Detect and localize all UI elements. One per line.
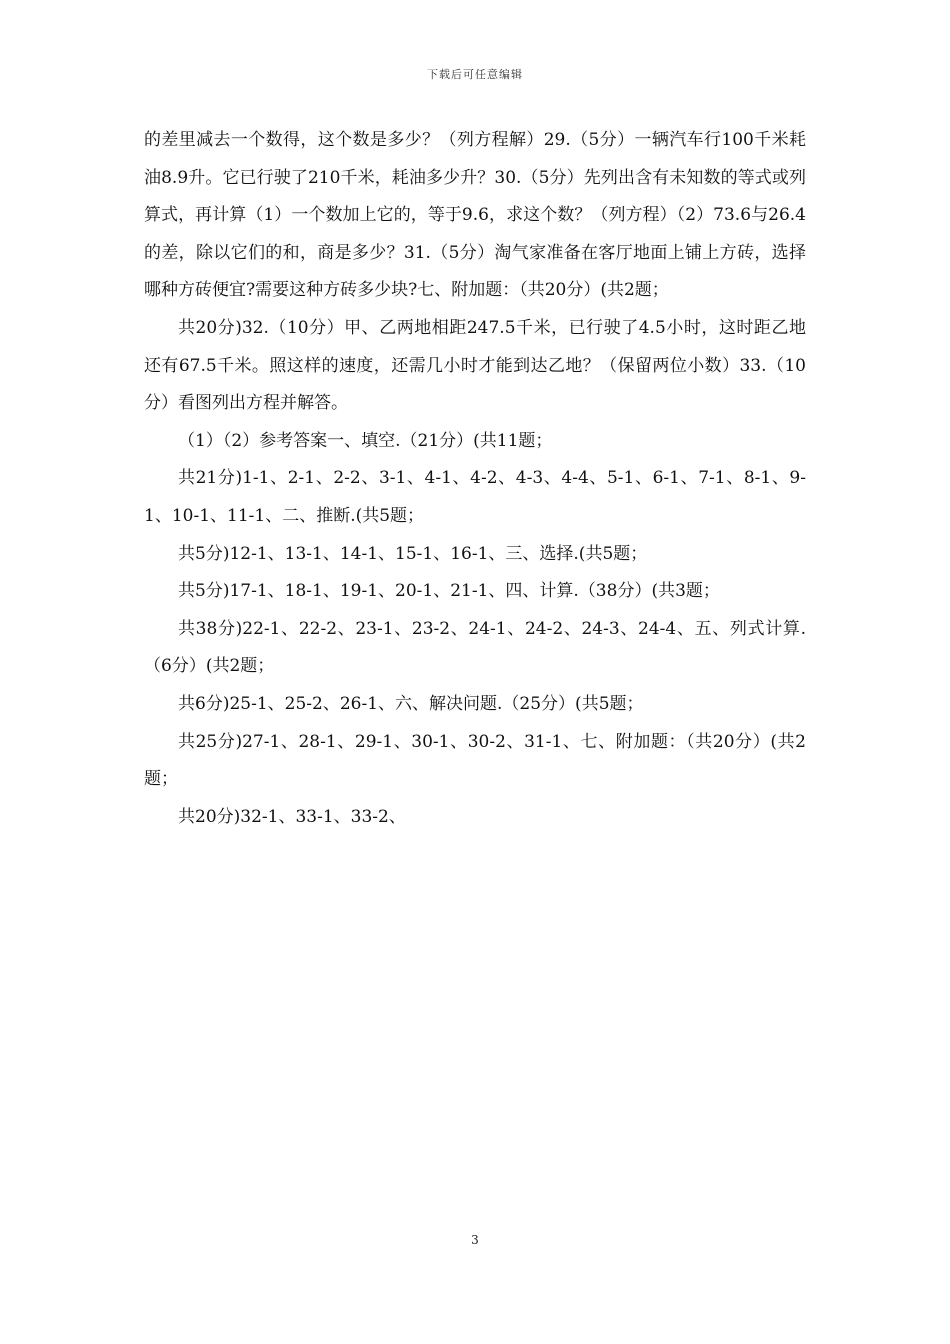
document-body: [144, 122, 806, 836]
page-header: 下载后可任意编辑: [427, 68, 523, 81]
paragraph-7: 共38分)22-1、22-2、23-1、23-2、24-1、24-2、24-3、24-4、五、列式计算.（6分）(共2题；: [144, 618, 806, 677]
paragraph-1: 的差里减去一个数得，这个数是多少？（列方程解）29.（5分）一辆汽车行100千米耗油8.9升。它已行驶了210千米，耗油多少升？30.（5分）先列出含有未知数的等式或列算式，再计算（1）一个数加上它的，等于9.6，求这个数？（列方程）（2）73.6与26.4的差，除以它们的和，商是多少？31.（5分）淘气家准备在客厅地面上铺上方砖，选择哪种方砖便宜?需要这种方砖多少块?七、附加题：（共20分）(共2题；: [144, 130, 806, 301]
paragraph-4: 共21分)1-1、2-1、2-2、3-1、4-1、4-2、4-3、4-4、5-1、6-1、7-1、8-1、9-1、10-1、11-1、二、推断.(共5题；: [144, 468, 806, 526]
paragraph-5: 共5分)12-1、13-1、14-1、15-1、16-1、三、选择.(共5题；: [178, 543, 648, 564]
paragraph-10: 共20分)32-1、33-1、33-2、: [178, 806, 406, 827]
page-number: 3: [471, 1233, 479, 1247]
paragraph-3: （1）（2）参考答案一、填空.（21分）(共11题；: [178, 430, 553, 451]
paragraph-6: 共5分)17-1、18-1、19-1、20-1、21-1、四、计算.（38分）(共3题；: [178, 581, 720, 602]
paragraph-8: 共6分)25-1、25-2、26-1、六、解决问题.（25分）(共5题；: [178, 693, 644, 714]
paragraph-2: 共20分)32.（10分）甲、乙两地相距247.5千米，已行驶了4.5小时，这时距乙地还有67.5千米。照这样的速度，还需几小时才能到达乙地？（保留两位小数）33.（10分）看图列出方程并解答。: [144, 317, 806, 414]
paragraph-9: 共25分)27-1、28-1、29-1、30-1、30-2、31-1、七、附加题：（共20分）(共2题；: [144, 731, 806, 790]
